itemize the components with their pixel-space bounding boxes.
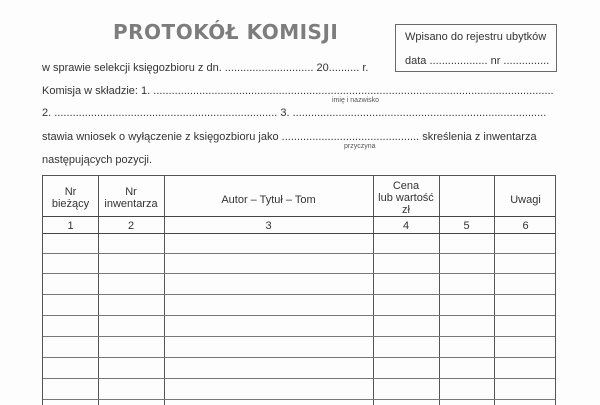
table-row [43, 294, 555, 295]
table-row [43, 336, 555, 337]
table-row [43, 273, 555, 274]
selection-line: w sprawie selekcji księgozbioru z dn. ............................. 20.......... r. [42, 62, 369, 74]
column-number: 4 [402, 220, 410, 232]
commission-line: Komisja w składzie: 1. ................................................................................................................................... [42, 85, 554, 97]
motion-line: stawia wniosek o wyłączenie z księgozbioru jako ............................................. skreślenia z inwentarza [42, 131, 537, 143]
column-number: 2 [127, 220, 135, 232]
table-row [43, 378, 555, 379]
header-cena: Cena lub wartość zł [378, 180, 434, 216]
form-title: PROTOKÓŁ KOMISJI [113, 20, 339, 44]
register-line-2: data ................... nr ............... [405, 55, 550, 67]
entry-rows [43, 176, 555, 405]
name-hint: imię i nazwisko [332, 97, 380, 104]
column-number: 6 [522, 220, 529, 232]
column-number: 3 [265, 220, 272, 232]
table-row [43, 399, 555, 400]
reason-hint: przyczyna [344, 143, 376, 150]
table-row [43, 315, 555, 316]
header-nr-biezacy: Nr bieżący [51, 186, 90, 210]
table-row [43, 357, 555, 358]
table-row [43, 253, 555, 254]
register-line-1: Wpisano do rejestru ubytków [405, 31, 547, 43]
header-autor-tytul-tom: Autor – Tytuł – Tom [221, 194, 316, 206]
items-table [42, 175, 556, 405]
header-nr-inwentarza: Nr inwentarza [104, 186, 158, 210]
column-number: 5 [463, 220, 470, 232]
column-number: 1 [67, 220, 74, 232]
member-line: 2. ......................................................................... 3. ................................................................................... [42, 107, 547, 119]
register-box [395, 24, 557, 72]
following-line: następujących pozycji. [42, 154, 153, 166]
header-uwagi: Uwagi [510, 194, 541, 206]
